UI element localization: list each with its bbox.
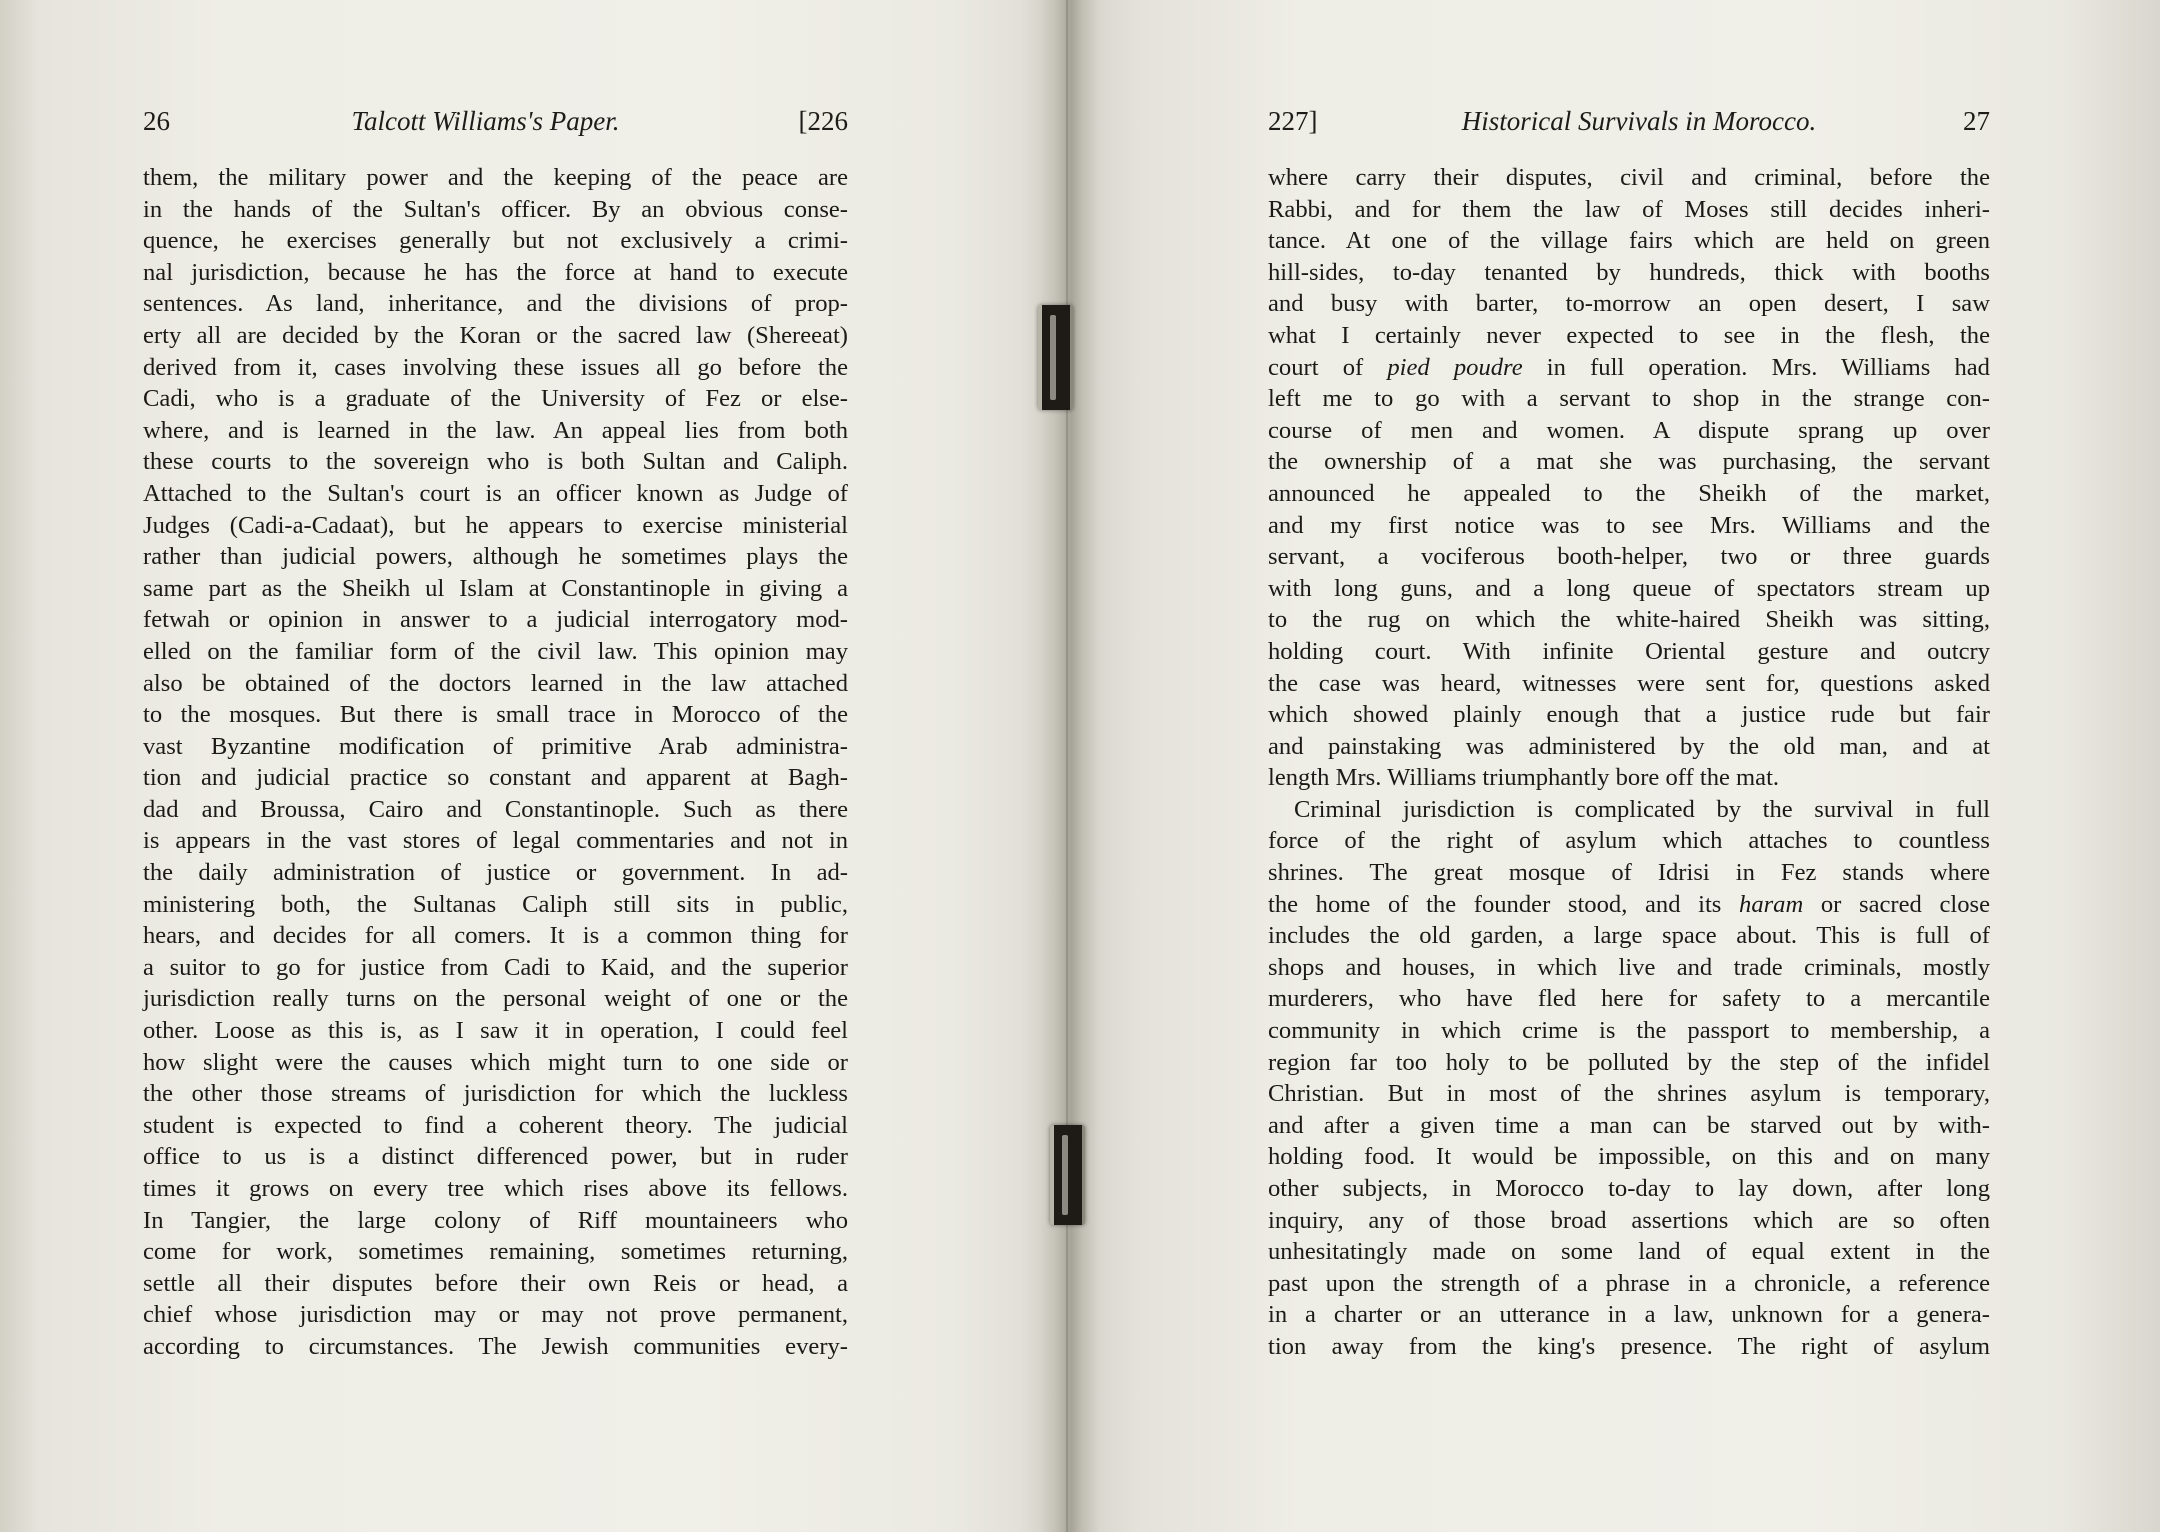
text-line: and busy with barter, to-morrow an open desert, I saw — [1268, 290, 1990, 318]
text-line: includes the old garden, a large space about. This is full of — [1268, 922, 1990, 950]
text-line: left me to go with a servant to shop in the strange con- — [1268, 385, 1990, 413]
text-line: region far too holy to be polluted by the step of the infidel — [1268, 1048, 1990, 1076]
right-original-page-number: 227] — [1268, 106, 1318, 136]
text-line: course of men and women. A dispute sprang up over — [1268, 416, 1990, 444]
text-line: vast Byzantine modification of primitive Arab administra- — [143, 732, 848, 760]
text-line: how slight were the causes which might turn to one side or — [143, 1048, 848, 1076]
text-line: Cadi, who is a graduate of the University of Fez or else- — [143, 385, 848, 413]
text-line: a suitor to go for justice from Cadi to Kaid, and the superior — [143, 953, 848, 981]
text-line: ministering both, the Sultanas Caliph still sits in public, — [143, 890, 848, 918]
right-running-head — [1268, 100, 1990, 140]
text-line: Rabbi, and for them the law of Moses still decides inheri- — [1268, 195, 1990, 223]
text-line: the ownership of a mat she was purchasing, the servant — [1268, 448, 1990, 476]
gutter-crease — [1066, 0, 1068, 1532]
text-line: office to us is a distinct differenced power, but in ruder — [143, 1143, 848, 1171]
text-line: erty all are decided by the Koran or the sacred law (Shereeat) — [143, 321, 848, 349]
text-line: to the mosques. But there is small trace in Morocco of the — [143, 701, 848, 729]
text-line: other subjects, in Morocco to-day to lay down, after long — [1268, 1175, 1990, 1202]
text-line: shrines. The great mosque of Idrisi in Fez stands where — [1268, 859, 1990, 887]
right-page-number: 27 — [1963, 106, 1990, 136]
text-line: holding food. It would be impossible, on this and on many — [1268, 1143, 1990, 1171]
text-line: tion away from the king's presence. The right of asylum — [1268, 1332, 1990, 1360]
text-line: Judges (Cadi-a-Cadaat), but he appears to exercise ministerial — [143, 511, 848, 539]
right-body-text — [1268, 162, 1990, 1363]
text-line: hill-sides, to-day tenanted by hundreds, thick with booths — [1268, 258, 1990, 286]
text-line: settle all their disputes before their own Reis or head, a — [143, 1269, 848, 1297]
left-page — [143, 100, 848, 1363]
text-line: jurisdiction really turns on the personal weight of one or the — [143, 985, 848, 1013]
text-line: and painstaking was administered by the old man, and at — [1268, 732, 1990, 760]
book-gutter — [1040, 0, 1100, 1532]
text-line: length Mrs. Williams triumphantly bore off the mat. — [1268, 764, 1780, 792]
text-line: times it grows on every tree which rises above its fellows. — [143, 1175, 848, 1202]
text-line: where, and is learned in the law. An appeal lies from both — [143, 416, 848, 444]
text-line: is appears in the vast stores of legal commentaries and not in — [143, 827, 848, 855]
text-line: tion and judicial practice so constant and apparent at Bagh- — [143, 764, 848, 792]
text-line: murderers, who have fled here for safety to a mercantile — [1268, 985, 1990, 1013]
text-line: what I certainly never expected to see in the flesh, the — [1268, 321, 1990, 349]
text-line: the case was heard, witnesses were sent for, questions asked — [1268, 669, 1990, 697]
text-line: announced he appealed to the Sheikh of the market, — [1268, 479, 1990, 507]
text-line: them, the military power and the keeping of the peace are — [143, 164, 848, 191]
text-line: hears, and decides for all comers. It is a common thing for — [143, 922, 848, 950]
text-line: other. Loose as this is, as I saw it in operation, I could feel — [143, 1017, 848, 1045]
text-line: elled on the familiar form of the civil law. This opinion may — [143, 637, 848, 665]
text-line: dad and Broussa, Cairo and Constantinople. Such as there — [143, 795, 848, 823]
left-body-text — [143, 162, 848, 1363]
left-original-page-number: [226 — [798, 106, 848, 136]
left-page-number: 26 — [143, 106, 170, 136]
left-running-head — [143, 100, 848, 140]
text-line: also be obtained of the doctors learned in the law attached — [143, 669, 848, 697]
text-line: to the rug on which the white-haired Sheikh was sitting, — [1268, 606, 1990, 634]
text-line: same part as the Sheikh ul Islam at Constantinople in giving a — [143, 574, 848, 602]
text-line: shops and houses, in which live and trade criminals, mostly — [1268, 953, 1990, 981]
text-line: force of the right of asylum which attaches to countless — [1268, 827, 1990, 855]
text-line: court of pied poudre in full operation. Mrs. Williams had — [1268, 353, 1990, 381]
text-line: quence, he exercises generally but not exclusively a crimi- — [143, 227, 848, 255]
text-line: in the hands of the Sultan's officer. By an obvious conse- — [143, 195, 848, 223]
text-line: fetwah or opinion in answer to a judicial interrogatory mod- — [143, 606, 848, 634]
binding-stitch-bottom — [1050, 1125, 1085, 1225]
text-line: with long guns, and a long queue of spectators stream up — [1268, 574, 1990, 602]
text-line: and after a given time a man can be starved out by with- — [1268, 1111, 1990, 1139]
text-line: inquiry, any of those broad assertions which are so often — [1268, 1206, 1990, 1234]
text-line: rather than judicial powers, although he sometimes plays the — [143, 543, 848, 571]
binding-stitch-top — [1038, 305, 1073, 410]
right-page — [1268, 100, 1990, 1363]
text-line: according to circumstances. The Jewish communities every- — [143, 1332, 848, 1360]
text-line: where carry their disputes, civil and criminal, before the — [1268, 164, 1990, 191]
text-line: nal jurisdiction, because he has the force at hand to execute — [143, 258, 848, 286]
text-line: come for work, sometimes remaining, sometimes returning, — [143, 1238, 848, 1266]
text-line: these courts to the sovereign who is both Sultan and Caliph. — [143, 448, 848, 476]
text-line: in a charter or an utterance in a law, unknown for a genera- — [1268, 1301, 1990, 1329]
text-line: servant, a vociferous booth-helper, two or three guards — [1268, 543, 1990, 571]
text-line: chief whose jurisdiction may or may not prove permanent, — [143, 1301, 848, 1329]
left-running-title: Talcott Williams's Paper. — [351, 106, 620, 136]
text-line: tance. At one of the village fairs which are held on green — [1268, 227, 1990, 255]
text-line: which showed plainly enough that a justice rude but fair — [1268, 701, 1990, 729]
text-line: Attached to the Sultan's court is an officer known as Judge of — [143, 479, 848, 507]
text-line: the home of the founder stood, and its haram or sacred close — [1268, 890, 1990, 918]
text-line: derived from it, cases involving these issues all go before the — [143, 353, 848, 381]
text-line: community in which crime is the passport to membership, a — [1268, 1017, 1990, 1045]
right-running-title: Historical Survivals in Morocco. — [1461, 106, 1817, 136]
text-line: the daily administration of justice or government. In ad- — [143, 859, 848, 887]
text-line: In Tangier, the large colony of Riff mountaineers who — [143, 1206, 848, 1234]
text-line: holding court. With infinite Oriental gesture and outcry — [1268, 637, 1990, 665]
text-line: student is expected to find a coherent theory. The judicial — [143, 1111, 848, 1139]
text-line: the other those streams of jurisdiction for which the luckless — [143, 1080, 848, 1108]
text-line: unhesitatingly made on some land of equal extent in the — [1268, 1238, 1990, 1266]
text-line: sentences. As land, inheritance, and the divisions of prop- — [143, 290, 848, 318]
text-line: Christian. But in most of the shrines asylum is temporary, — [1268, 1080, 1990, 1108]
text-line: Criminal jurisdiction is complicated by the survival in full — [1294, 795, 1990, 823]
text-line: and my first notice was to see Mrs. Williams and the — [1268, 511, 1990, 539]
text-line: past upon the strength of a phrase in a chronicle, a reference — [1268, 1269, 1990, 1297]
